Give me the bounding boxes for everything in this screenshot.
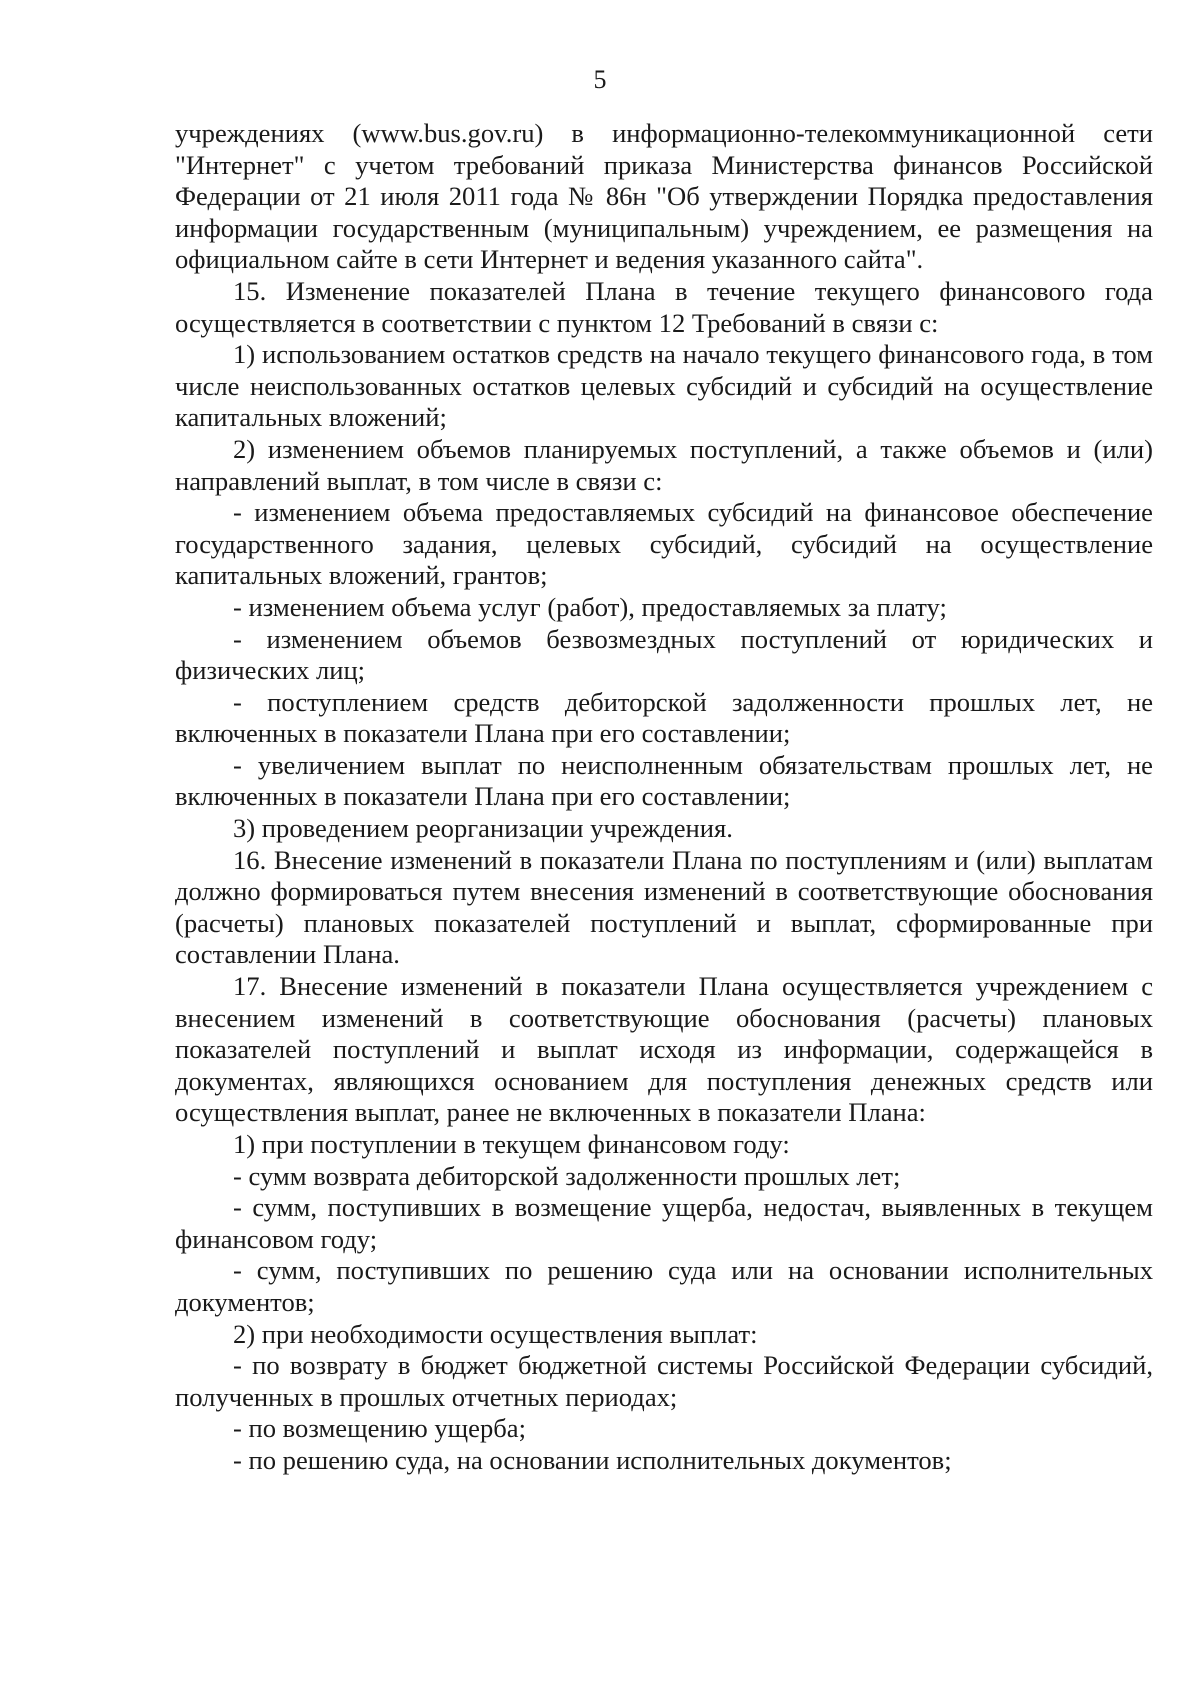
paragraph-subitem-2: 2) изменением объемов планируемых поступлений, а также объемов и (или) направлений выплат, в том числе в связи с: <box>175 433 1153 496</box>
list-item: - сумм возврата дебиторской задолженности прошлых лет; <box>233 1160 901 1191</box>
list-item: - изменением объемов безвозмездных поступлений от юридических и физических лиц; <box>175 623 1153 686</box>
paragraph-subitem-1: 1) использованием остатков средств на начало текущего финансового года, в том числе неиспользованных остатков целевых субсидий и субсидий на осуществление капитальных вложений; <box>175 339 1153 433</box>
list-item: - по возмещению ущерба; <box>233 1413 526 1444</box>
list-item: - по возврату в бюджет бюджетной системы Российской Федерации субсидий, полученных в прошлых отчетных периодах; <box>175 1350 1153 1412</box>
list-item: - увеличением выплат по неисполненным обязательствам прошлых лет, не включенных в показатели Плана при его составлении; <box>175 749 1153 812</box>
list-item: - сумм, поступивших по решению суда или на основании исполнительных документов; <box>175 1255 1153 1317</box>
list-item: - поступлением средств дебиторской задолженности прошлых лет, не включенных в показатели Плана при его составлении; <box>175 686 1153 749</box>
paragraph-item-17: 17. Внесение изменений в показатели Плана осуществляется учреждением с внесением изменений в соответствующие обоснования (расчеты) плановых показателей поступлений и выплат исходя из информации, содержащейся в документах, являющихся основанием для поступления денежных средств или осуществления выплат, ранее не включенных в показатели Плана: <box>175 971 1153 1128</box>
paragraph-continuation: учреждениях (www.bus.gov.ru) в информационно-телекоммуникационной сети "Интернет" с учетом требований приказа Министерства финансов Российской Федерации от 21 июля 2011 года № 86н "Об утверждении Порядка предоставления информации государственным (муниципальным) учреждением, ее размещения на официальном сайте в сети Интернет и ведения указанного сайта". <box>175 118 1153 275</box>
paragraph-item-16: 16. Внесение изменений в показатели Плана по поступлениям и (или) выплатам должно формироваться путем внесения изменений в соответствующие обоснования (расчеты) плановых показателей поступлений и выплат, сформированные при составлении Плана. <box>175 844 1153 970</box>
document-body <box>175 118 1153 1477</box>
list-item: - по решению суда, на основании исполнительных документов; <box>233 1444 952 1475</box>
list-item: - изменением объема предоставляемых субсидий на финансовое обеспечение государственного задания, целевых субсидий, субсидий на осуществление капитальных вложений, грантов; <box>175 497 1153 591</box>
paragraph-subitem-2: 2) при необходимости осуществления выплат: <box>233 1318 758 1349</box>
page-number: 5 <box>593 65 607 94</box>
paragraph-item-15: 15. Изменение показателей Плана в течение текущего финансового года осуществляется в соответствии с пунктом 12 Требований в связи с: <box>175 275 1153 338</box>
paragraph-subitem-3: 3) проведением реорганизации учреждения. <box>233 813 733 844</box>
paragraph-subitem-1: 1) при поступлении в текущем финансовом году: <box>233 1129 790 1159</box>
list-item: - сумм, поступивших в возмещение ущерба, недостач, выявленных в текущем финансовом году; <box>175 1192 1153 1254</box>
list-item: - изменением объема услуг (работ), предоставляемых за плату; <box>233 591 947 622</box>
